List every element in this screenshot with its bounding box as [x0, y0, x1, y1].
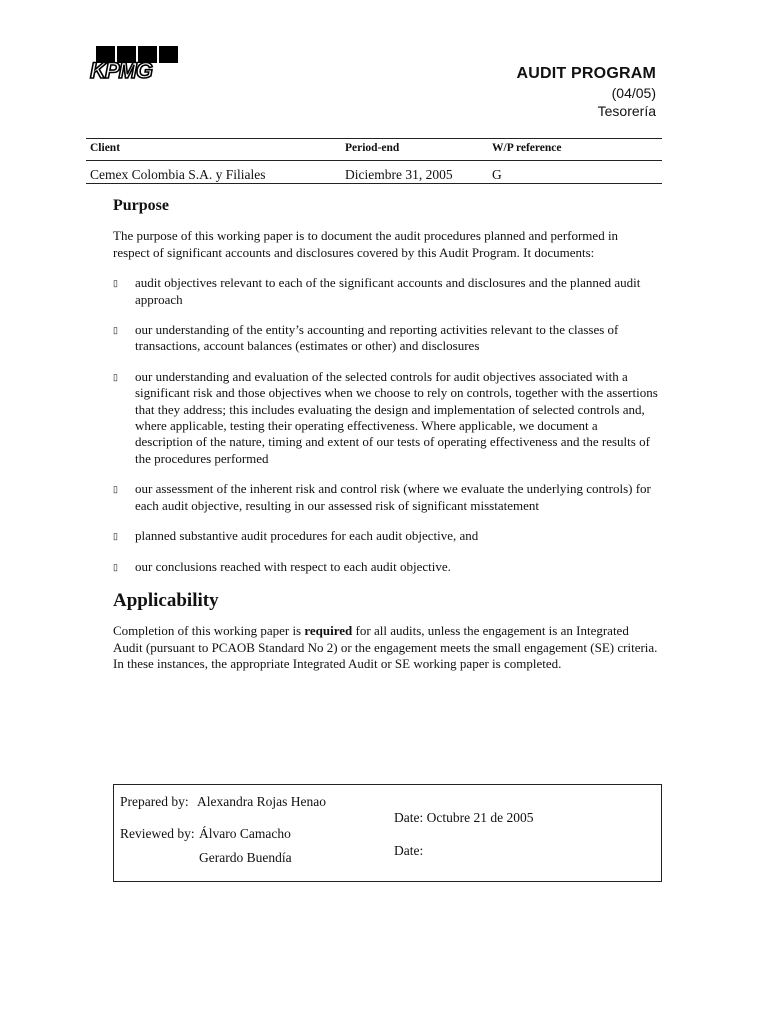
header-rule-middle: [86, 160, 662, 161]
document-body: [113, 198, 658, 673]
list-item: [113, 275, 658, 308]
client-table-header-row: [90, 140, 662, 162]
document-title: AUDIT PROGRAM: [516, 65, 656, 82]
wp-reference-header: W/P reference: [492, 142, 562, 154]
period-end-value: Diciembre 31, 2005: [345, 167, 453, 182]
kpmg-logo: [88, 46, 178, 82]
reviewed-by-name-1: Álvaro Camacho: [199, 826, 291, 841]
prepared-date: Date: Octubre 21 de 2005: [394, 810, 534, 825]
document-header: [517, 64, 656, 120]
bullet-icon: ▯: [113, 484, 118, 495]
bullet-icon: ▯: [113, 371, 118, 382]
list-item-text: our conclusions reached with respect to each audit objective.: [135, 558, 451, 574]
prepared-by-label: Prepared by:: [120, 794, 189, 809]
purpose-heading: Purpose: [113, 197, 169, 214]
signoff-box: [113, 784, 662, 882]
header-rule-top: [86, 138, 662, 139]
applicability-required: required: [304, 623, 353, 639]
purpose-bullet-list: [113, 275, 658, 575]
list-item-text: planned substantive audit procedures for each audit objective, and: [135, 528, 479, 544]
header-rule-bottom: [86, 183, 662, 184]
wp-reference-value: G: [492, 167, 502, 182]
applicability-heading: Applicability: [113, 589, 219, 611]
list-item: [113, 528, 658, 544]
applicability-text-after: for all audits, unless the engagement is an Integrated Audit (pursuant to PCAOB Standard No 2) or the engagement meets the small engagement (SE) criteria. In these instances, the appropriate Integrated Audit or SE working paper is completed.: [113, 623, 658, 672]
client-table-value-row: [90, 162, 662, 184]
client-info-table: [90, 140, 662, 184]
purpose-intro: The purpose of this working paper is to document the audit procedures planned and performed in respect of significant accounts and disclosures covered by this Audit Program. It documents:: [113, 228, 619, 260]
applicability-text-before: Completion of this working paper is: [113, 623, 305, 639]
list-item-text: our understanding and evaluation of the selected controls for audit objectives associated with a significant risk and those objectives when we choose to rely on controls, together with the assertions that they address; this includes evaluating the design and implementation of selected controls and, where applicable, testing their operating effectiveness. Where applicable, we document a description of the nature, timing and extent of our tests of operating effectiveness and the results of the procedures performed: [135, 368, 658, 466]
client-value: Cemex Colombia S.A. y Filiales: [90, 167, 266, 182]
reviewed-date: Date:: [394, 843, 424, 858]
bullet-icon: ▯: [113, 531, 118, 542]
period-end-header: Period-end: [345, 142, 400, 154]
reviewed-by-name-2: Gerardo Buendía: [199, 850, 292, 865]
kpmg-logo-graphic: [88, 46, 178, 82]
bullet-icon: ▯: [113, 325, 118, 336]
applicability-text: [113, 623, 658, 672]
prepared-by-name: Alexandra Rojas Henao: [197, 794, 326, 809]
list-item: [113, 322, 658, 355]
list-item-text: our assessment of the inherent risk and control risk (where we evaluate the underlying controls) for each audit objective, resulting in our assessed risk of significant misstatement: [135, 481, 651, 513]
bullet-icon: ▯: [113, 278, 118, 289]
list-item: [113, 481, 658, 514]
bullet-icon: ▯: [113, 561, 118, 572]
document-code: (04/05): [611, 85, 656, 101]
client-header: Client: [90, 142, 121, 154]
list-item-text: audit objectives relevant to each of the significant accounts and disclosures and the planned audit approach: [135, 275, 641, 307]
reviewed-by-label: Reviewed by:: [120, 826, 195, 841]
list-item-text: our understanding of the entity’s accounting and reporting activities relevant to the classes of transactions, account balances (estimates or other) and disclosures: [135, 322, 619, 354]
list-item: [113, 369, 658, 467]
kpmg-logo-text: KPMG: [90, 58, 152, 82]
document-area: Tesorería: [597, 103, 656, 119]
list-item: [113, 559, 658, 575]
